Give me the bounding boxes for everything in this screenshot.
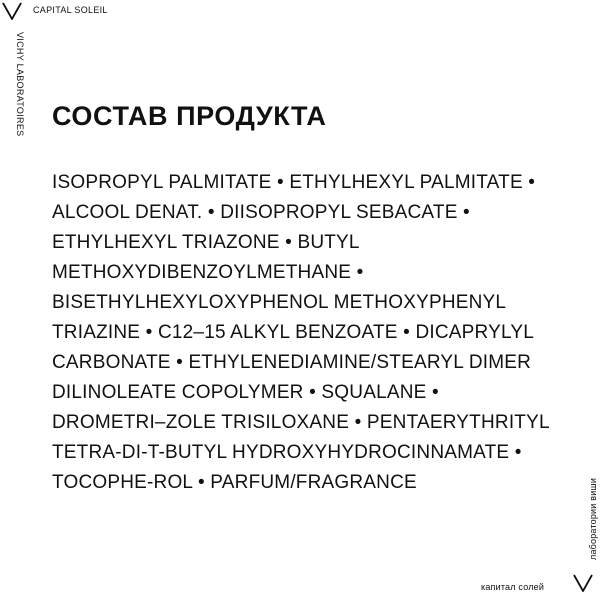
ingredient-line: CARBONATE • ETHYLENEDIAMINE/STEARYL DIMER <box>52 352 532 373</box>
ingredient-line: ISOPROPYL PALMITATE • ETHYLHEXYL PALMITATE • <box>52 172 536 193</box>
company-name-side: VICHY LABORATOIRES <box>15 32 25 137</box>
ingredient-line: ETHYLHEXYL TRIAZONE • BUTYL <box>52 232 360 253</box>
ingredient-line: DILINOLEATE COPOLYMER • SQUALANE • <box>52 382 439 403</box>
product-name-bottom-ru: капитал солей <box>481 582 545 592</box>
company-name-side-ru: лаборатории виши <box>588 477 598 560</box>
vichy-v-logo-icon <box>573 574 593 592</box>
ingredient-line: METHOXYDIBENZOYLMETHANE • <box>52 262 364 283</box>
ingredient-line: TETRA-DI-T-BUTYL HYDROXYHYDROCINNAMATE • <box>52 442 522 463</box>
product-name-top: CAPITAL SOLEIL <box>33 5 108 15</box>
ingredient-line: BISETHYLHEXYLOXYPHENOL METHOXYPHENYL <box>52 292 507 313</box>
ingredient-line: TRIAZINE • C12–15 ALKYL BENZOATE • DICAPRYLYL <box>52 322 534 343</box>
ingredient-line: ALCOOL DENAT. • DIISOPROPYL SEBACATE • <box>52 202 470 223</box>
ingredient-line: TOCOPHE-ROL • PARFUM/FRAGRANCE <box>52 472 417 493</box>
ingredients-list <box>52 168 550 498</box>
ingredient-line: DROMETRI–ZOLE TRISILOXANE • PENTAERYTHRITYL <box>52 412 550 433</box>
vichy-v-logo-icon <box>2 2 22 20</box>
page-title: СОСТАВ ПРОДУКТА <box>52 101 327 131</box>
